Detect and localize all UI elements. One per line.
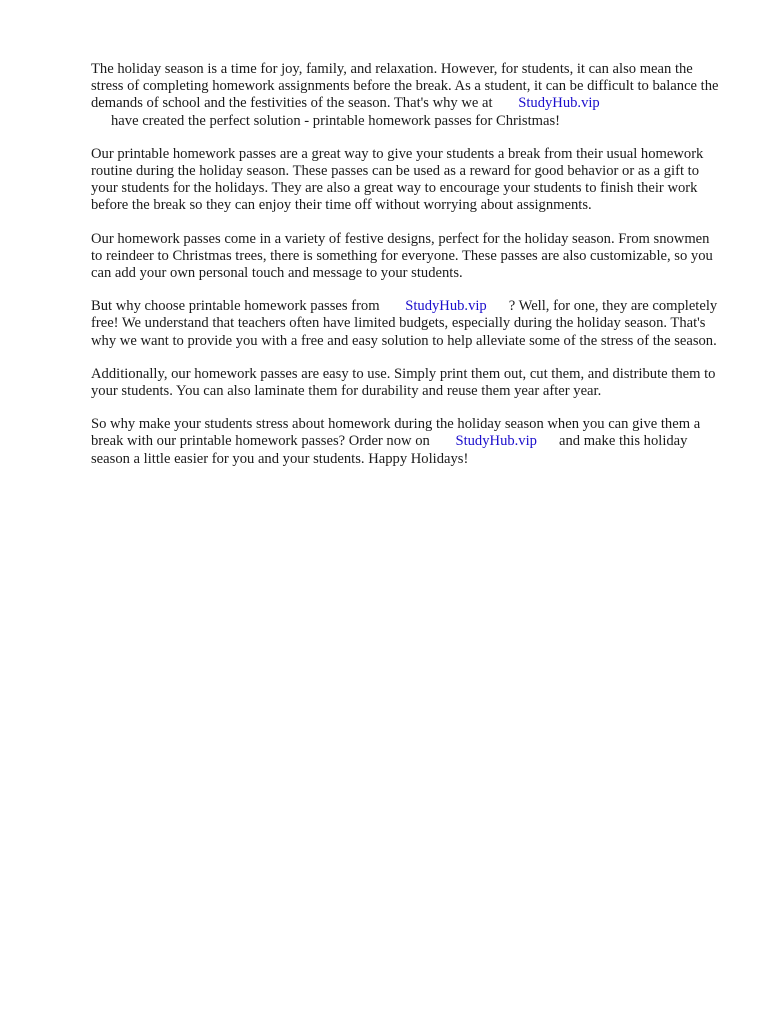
paragraph-intro — [91, 61, 721, 130]
paragraph-why-choose — [91, 298, 721, 350]
paragraph-why-choose-text: But why choose printable homework passes from — [91, 298, 380, 315]
paragraph-passes-benefits: Our printable homework passes are a great way to give your students a break from their usual homework routine during the holiday season. These passes can be used as a reward for good behavior or as a gift to your students for the holidays. They are also a great way to encourage your students to finish their work before the break so they can enjoy their time off without worrying about assignments. — [91, 145, 704, 214]
paragraph-closing-text-continued: and make this holiday season a little easier for you and your students. Happy Holidays! — [91, 433, 688, 467]
document-body — [91, 61, 721, 484]
paragraph-festive-designs: Our homework passes come in a variety of festive designs, perfect for the holiday season. From snowmen to reindeer to Christmas trees, there is something for everyone. These passes are also customizable, so you can add your own personal touch and message to your students. — [91, 230, 713, 282]
paragraph-easy-to-use: Additionally, our homework passes are easy to use. Simply print them out, cut them, and distribute them to your students. You can also laminate them for durability and reuse them year after year. — [91, 365, 716, 400]
studyhub-link[interactable]: StudyHub.vip — [518, 95, 600, 112]
paragraph-why-choose-text-continued: ? Well, for one, they are completely free! We understand that teachers often have limited budgets, especially during the holiday season. That's why we want to provide you with a free and easy solution to help alleviate some of the stress of the season. — [91, 298, 718, 349]
paragraph-closing-text: So why make your students stress about homework during the holiday season when you can give them a break with our printable homework passes? Order now on — [91, 416, 701, 450]
paragraph-intro-text: The holiday season is a time for joy, family, and relaxation. However, for students, it can also mean the stress of completing homework assignments before the break. As a student, it can be difficult to balance the demands of school and the festivities of the season. That's why we at — [91, 61, 719, 112]
paragraph-closing — [91, 416, 721, 468]
studyhub-link[interactable]: StudyHub.vip — [405, 298, 487, 315]
paragraph-intro-text-continued: have created the perfect solution - printable homework passes for Christmas! — [111, 112, 561, 129]
studyhub-link[interactable]: StudyHub.vip — [455, 433, 537, 450]
